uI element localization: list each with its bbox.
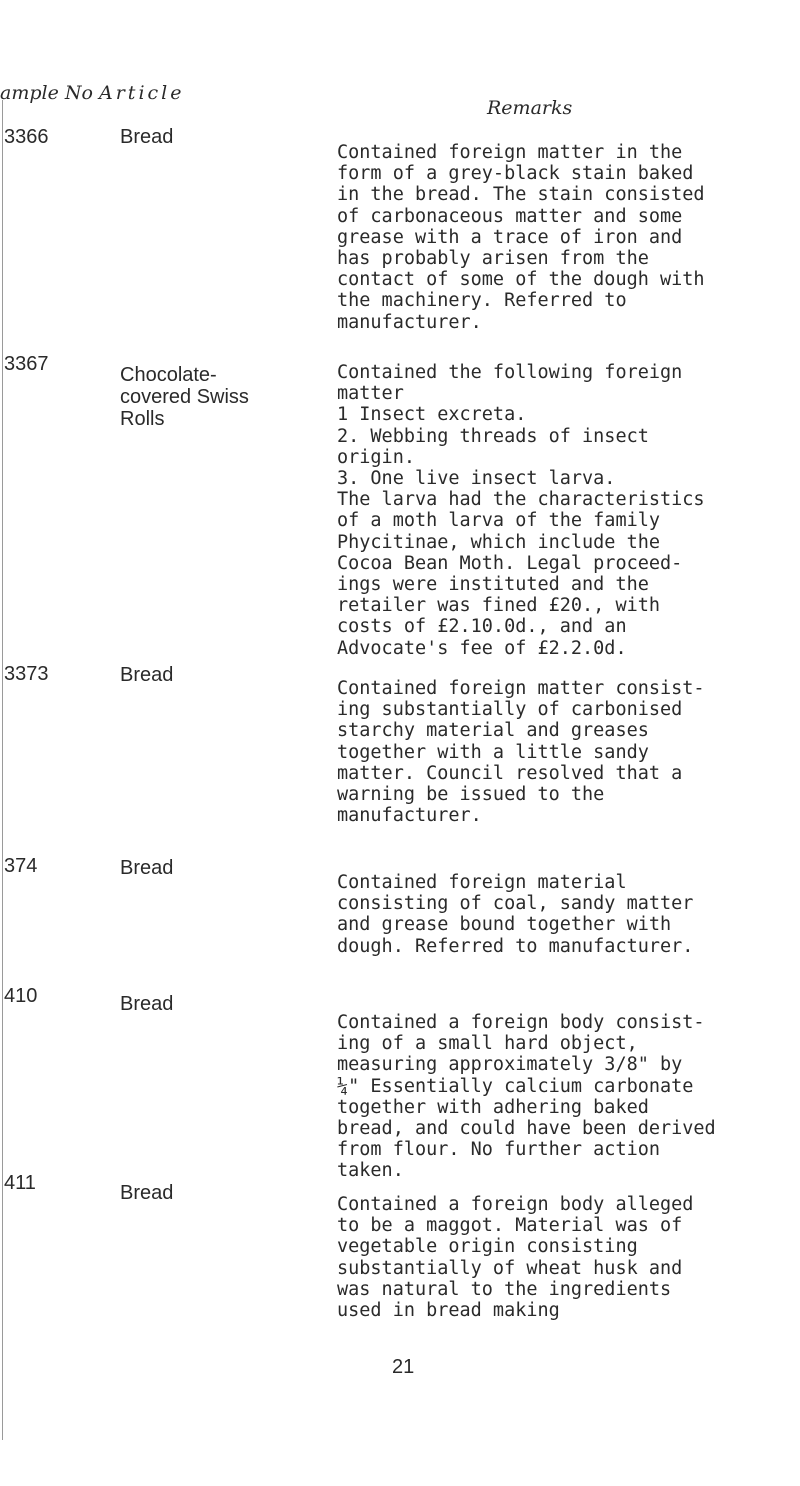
remark-line: Advocate's fee of £2.2.0d. <box>337 637 627 659</box>
remark-line: 2. Webbing threads of insect <box>337 425 649 447</box>
sample-number: 374 <box>4 855 38 877</box>
article-name: Bread <box>120 126 174 148</box>
sample-number: 410 <box>4 985 38 1007</box>
remark-line: was natural to the ingredients <box>337 1278 672 1300</box>
remark-line: retailer was fined £20., with <box>337 595 661 617</box>
remark-line: has probably arisen from the <box>337 248 649 270</box>
sample-number: 3366 <box>4 126 49 148</box>
remark-line: from flour. No further action <box>337 1139 661 1161</box>
remark-line: grease with a trace of iron and <box>337 226 683 248</box>
sample-number: 411 <box>4 1172 36 1194</box>
remark-line: ¼" Essentially calcium carbonate <box>337 1075 694 1097</box>
remark-line: ings were instituted and the <box>337 574 649 596</box>
remark-line: in the bread. The stain consisted <box>337 184 705 206</box>
remark-line: together with a little sandy <box>337 741 649 763</box>
remark-line: Contained foreign material <box>337 872 627 893</box>
remark-line: matter. Council resolved that a <box>337 762 683 784</box>
sample-number: 3373 <box>4 663 49 685</box>
remark-line: of carbonaceous matter and some <box>337 205 683 227</box>
remark-line: 1 Insect excreta. <box>337 404 527 426</box>
article-name: Chocolate- covered Swiss Rolls <box>120 364 249 430</box>
remark-line: Contained foreign matter consist- <box>337 678 705 699</box>
remarks-text <box>337 142 787 333</box>
remark-line: origin. <box>337 446 415 468</box>
remark-line: Contained a foreign body alleged <box>337 1194 694 1215</box>
remark-line: vegetable origin consisting <box>337 1236 638 1258</box>
remark-line: consisting of coal, sandy matter <box>337 893 694 915</box>
remark-line: starchy material and greases <box>337 720 649 742</box>
remark-line: together with adhering baked <box>337 1096 649 1118</box>
remark-line: to be a maggot. Material was of <box>337 1215 683 1237</box>
remark-line: Contained the following foreign <box>337 362 683 383</box>
remark-line: bread, and could have been derived <box>337 1118 716 1140</box>
remark-line: substantially of wheat husk and <box>337 1257 683 1279</box>
remark-line: and grease bound together with <box>337 914 672 936</box>
remark-line: matter <box>337 383 404 405</box>
remark-line: The larva had the characteristics <box>337 489 705 511</box>
remark-line: costs of £2.10.0d., and an <box>337 616 627 638</box>
remarks-text <box>337 362 787 659</box>
remark-line: taken. <box>337 1160 404 1182</box>
remark-line: ing substantially of carbonised <box>337 699 683 721</box>
remark-line: manufacturer. <box>337 805 482 827</box>
remarks-text <box>337 1012 787 1182</box>
remarks-text <box>337 678 787 826</box>
remarks-text <box>337 872 787 957</box>
remark-line: Contained foreign matter in the <box>337 142 683 163</box>
remark-line: contact of some of the dough with <box>337 269 705 291</box>
article-name: Bread <box>120 664 174 686</box>
article-name: Bread <box>120 1182 174 1204</box>
remark-line: manufacturer. <box>337 311 482 333</box>
remark-line: the machinery. Referred to <box>337 290 627 312</box>
left-margin-rule <box>2 100 3 1440</box>
remark-line: measuring approximately 3/8" by <box>337 1054 683 1076</box>
article-name: Bread <box>120 857 174 879</box>
remark-line: form of a grey-black stain baked <box>337 163 694 185</box>
remark-line: used in bread making <box>337 1300 560 1322</box>
sample-number: 3367 <box>4 353 49 375</box>
remark-line: warning be issued to the <box>337 784 605 806</box>
remark-line: Contained a foreign body consist- <box>337 1012 705 1033</box>
remark-line: Phycitinae, which include the <box>337 531 661 553</box>
remark-line: dough. Referred to manufacturer. <box>337 935 694 957</box>
page-number: 21 <box>392 1356 415 1378</box>
column-header-sample-no: ample No <box>0 82 93 104</box>
remark-line: 3. One live insect larva. <box>337 468 616 490</box>
remarks-text <box>337 1194 787 1321</box>
remark-line: Cocoa Bean Moth. Legal proceed- <box>337 552 683 574</box>
article-name: Bread <box>120 993 174 1015</box>
remark-line: ing of a small hard object, <box>337 1033 638 1055</box>
column-header-article: Article <box>99 82 185 104</box>
column-header-remarks: Remarks <box>487 97 573 119</box>
remark-line: of a moth larva of the family <box>337 510 661 532</box>
